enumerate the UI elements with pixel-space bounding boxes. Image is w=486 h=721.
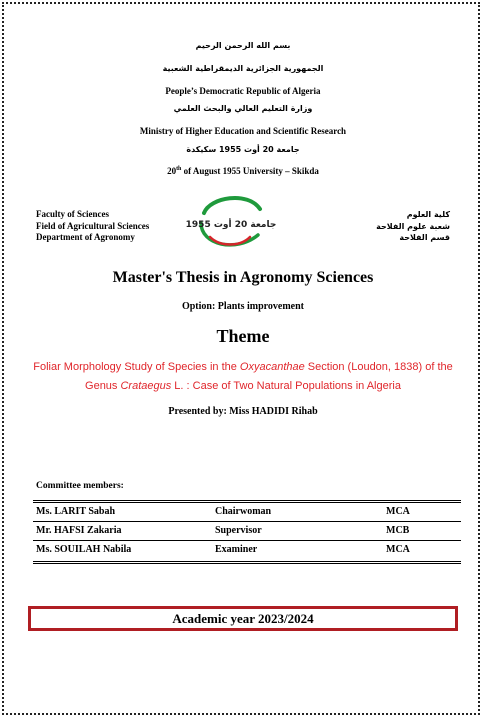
row-divider	[33, 540, 461, 541]
subject-part-1: Foliar Morphology Study of Species in the	[33, 361, 240, 373]
member-name: Ms. SOUILAH Nabila	[36, 544, 132, 555]
ministry-arabic: وزارة التعليم العالي والبحث العلمي	[173, 104, 313, 113]
member-grade: MCB	[386, 525, 410, 536]
subject-part-3: L. : Case of Two Natural Populations in Algeria	[171, 380, 401, 392]
university-day: 20	[167, 166, 177, 176]
member-role: Supervisor	[215, 525, 262, 536]
committee-top-rule	[33, 500, 461, 503]
faculty-arabic-block	[376, 209, 450, 244]
university-arabic: جامعة 20 أوت 1955 سكيكدة	[186, 145, 300, 154]
member-name: Mr. HAFSI Zakaria	[36, 525, 122, 536]
faculty-english-block	[36, 209, 149, 244]
academic-year-box	[28, 606, 458, 631]
thesis-option: Option: Plants improvement	[181, 301, 305, 312]
member-role: Examiner	[215, 544, 258, 555]
field-name: Field of Agricultural Sciences	[36, 220, 150, 231]
committee-bottom-rule	[33, 561, 461, 564]
republic-arabic: الجمهورية الجزائرية الديمقراطية الشعبية	[162, 64, 324, 73]
university-name: of August 1955 University – Skikda	[181, 166, 319, 176]
presented-by: Presented by: Miss HADIDI Rihab	[168, 406, 318, 417]
basmala: بسم الله الرحمن الرحيم	[195, 41, 291, 50]
member-role: Chairwoman	[215, 506, 272, 517]
department-name-arabic: قسم الفلاحة	[399, 233, 450, 242]
subject-italic-2: Crataegus	[120, 380, 172, 392]
university-logo	[185, 193, 277, 251]
university-logo-icon	[185, 193, 277, 251]
field-name-arabic: شعبة علوم الفلاحة	[376, 221, 450, 231]
academic-year: Academic year 2023/2024	[172, 611, 314, 626]
subject-italic-1: Oxyacanthae	[239, 361, 305, 373]
subject-part-2: Section (Loudon, 1838) of the Genus	[85, 361, 453, 392]
member-grade: MCA	[386, 506, 410, 517]
logo-text: جامعة 20 أوت 1955	[185, 220, 277, 230]
logo-arc-top	[204, 198, 260, 213]
member-name: Ms. LARIT Sabah	[36, 506, 116, 517]
theme-heading: Theme	[216, 326, 270, 346]
faculty-name-arabic: كلية العلوم	[406, 210, 450, 219]
university-day-suffix: th	[176, 166, 182, 172]
thesis-subject	[30, 358, 456, 396]
republic-english: People’s Democratic Republic of Algeria	[165, 86, 321, 96]
ministry-english: Ministry of Higher Education and Scientific Research	[139, 126, 347, 136]
department-name: Department of Agronomy	[36, 232, 135, 242]
committee-label: Committee members:	[36, 481, 124, 491]
faculty-name: Faculty of Sciences	[36, 209, 109, 219]
row-divider	[33, 521, 461, 522]
university-english	[0, 166, 486, 176]
thesis-title: Master's Thesis in Agronomy Sciences	[112, 269, 374, 286]
member-grade: MCA	[386, 544, 410, 555]
